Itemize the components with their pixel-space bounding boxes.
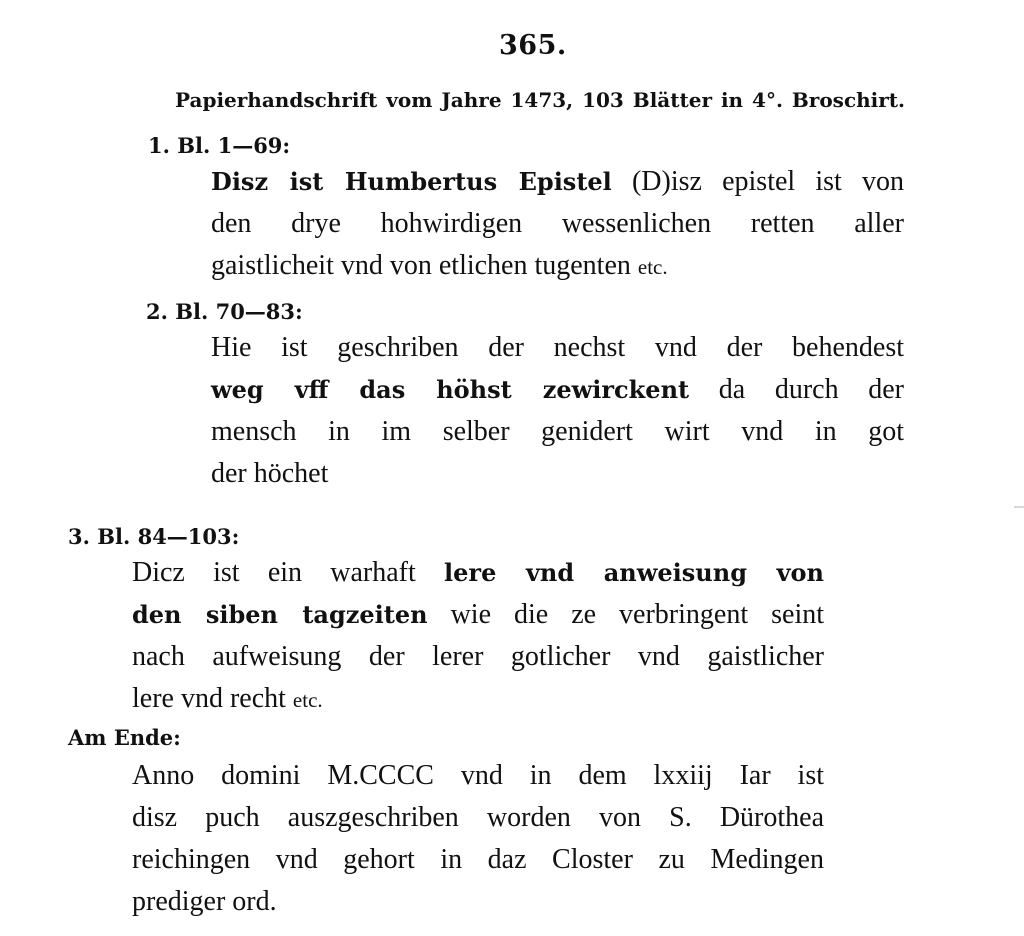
item-2-line-1: Hie ist geschriben der nechst vnd der behendest	[211, 332, 904, 363]
ending-line-3: reichingen vnd gehort in daz Closter zu Medingen	[132, 844, 824, 875]
item-3-line-1	[132, 557, 824, 589]
item-3-line-4	[132, 683, 824, 715]
item-1-etc: etc.	[637, 255, 668, 279]
item-2-line-4: der höchet	[211, 458, 329, 489]
item-3-line-4-text: lere vnd recht	[132, 683, 293, 714]
item-2-line-3: mensch in im selber genidert wirt vnd in got	[211, 416, 904, 447]
item-2-heading: 2. Bl. 70—83:	[146, 299, 303, 324]
item-3-etc: etc.	[292, 688, 323, 712]
item-1-line-1-text: (D)isz epistel ist von	[611, 166, 904, 197]
ending-line-2: disz puch auszgeschriben worden von S. Dürothea	[132, 802, 824, 833]
item-3-line-2	[132, 599, 824, 631]
item-1-heading: 1. Bl. 1—69:	[148, 133, 291, 158]
item-3-title-bold-2: den siben tagzeiten	[132, 600, 428, 629]
item-1-line-2: den drye hohwirdigen wessenlichen retten aller	[211, 208, 904, 239]
item-3-line-2-text: wie die ze verbringent seint	[427, 599, 825, 630]
item-1-title-bold: Disz ist Humbertus Epistel	[211, 167, 612, 196]
item-2-line-2-text: da durch der	[689, 374, 904, 405]
item-2-line-2	[211, 374, 904, 406]
item-1-line-3-text: gaistlicheit vnd von etlichen tugenten	[211, 250, 638, 281]
item-3-title-bold-1: lere vnd anweisung von	[444, 558, 824, 587]
scan-edge-mark	[1014, 506, 1024, 508]
item-1-line-3	[211, 250, 904, 282]
item-3-line-3: nach aufweisung der lerer gotlicher vnd gaistlicher	[132, 641, 824, 672]
item-3-line-1-text: Dicz ist ein warhaft	[132, 557, 445, 588]
item-2-title-bold: weg vff das höhst zewirckent	[211, 375, 690, 404]
ending-line-4: prediger ord.	[132, 886, 277, 917]
item-3-heading: 3. Bl. 84—103:	[68, 524, 240, 549]
manuscript-description: Papierhandschrift vom Jahre 1473, 103 Blätter in 4°. Broschirt.	[175, 88, 905, 112]
ending-heading: Am Ende:	[68, 725, 181, 750]
ending-line-1: Anno domini M.CCCC vnd in dem lxxiij Iar ist	[132, 760, 824, 791]
item-1-line-1	[211, 166, 904, 198]
page-number: 365.	[499, 30, 567, 61]
